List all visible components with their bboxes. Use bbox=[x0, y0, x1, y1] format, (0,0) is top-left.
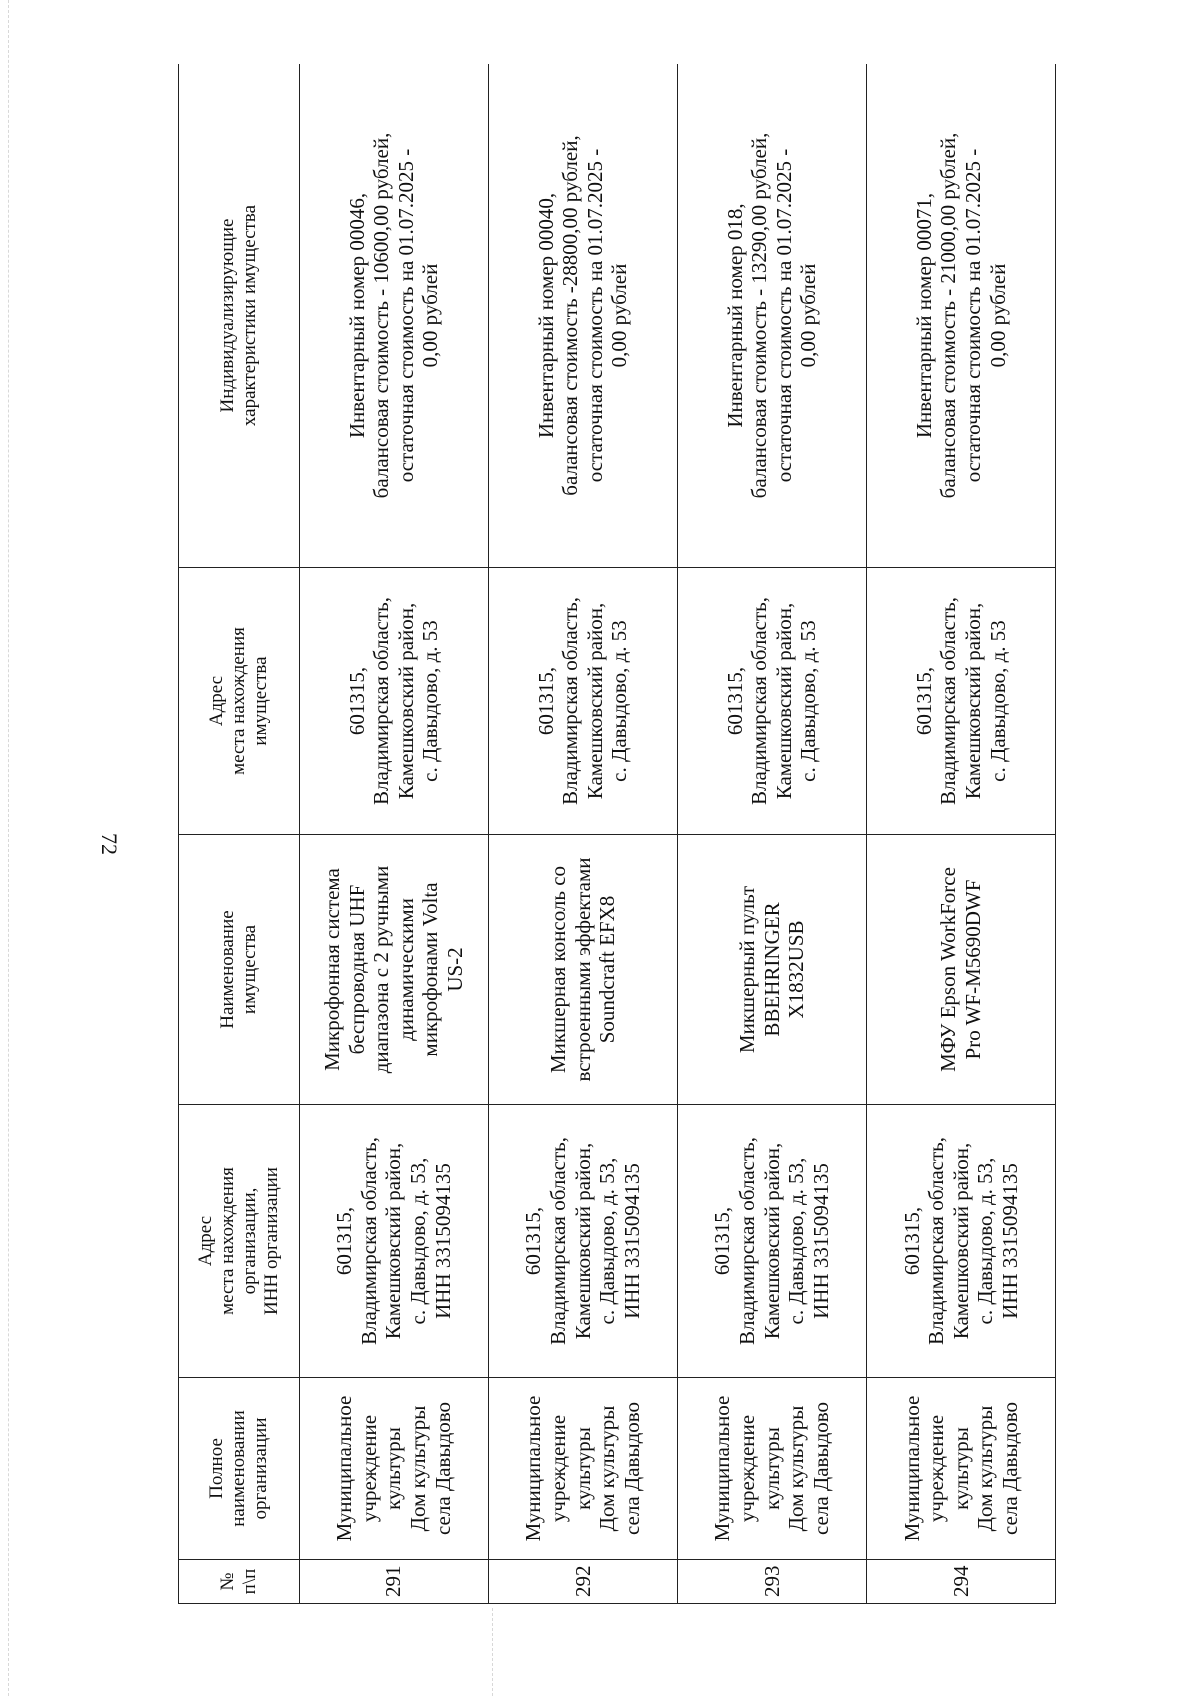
cell-org-name: Муниципальное учреждение культуры Дом культуры села Давыдово bbox=[488, 1378, 677, 1560]
cell-property-name: Микшерный пульт BBEHRINGER X1832USB bbox=[677, 835, 866, 1105]
cell-org-name: Муниципальное учреждение культуры Дом культуры села Давыдово bbox=[299, 1378, 488, 1560]
scan-artifact-line bbox=[8, 0, 9, 1696]
cell-property-address: 601315, Владимирская область, Камешковский район, с. Давыдово, д. 53 bbox=[299, 568, 488, 835]
cell-characteristics: Инвентарный номер 00040, балансовая стоимость -28800,00 рублей, остаточная стоимость на 01.07.2025 - 0,00 рублей bbox=[488, 64, 677, 568]
cell-property-name: Микрофонная система беспроводная UHF диапазона с 2 ручными динамическими микрофонами Volta US-2 bbox=[299, 835, 488, 1105]
scan-artifact-line bbox=[492, 1608, 493, 1696]
cell-num: 291 bbox=[299, 1560, 488, 1604]
cell-property-address: 601315, Владимирская область, Камешковский район, с. Давыдово, д. 53 bbox=[866, 568, 1055, 835]
table-row bbox=[299, 64, 488, 1604]
rotated-table-area bbox=[178, 64, 1056, 1604]
cell-characteristics: Инвентарный номер 00046, балансовая стоимость - 10600,00 рублей, остаточная стоимость на 01.07.2025 - 0,00 рублей bbox=[299, 64, 488, 568]
header-num: № п\п bbox=[179, 1560, 300, 1604]
cell-characteristics: Инвентарный номер 00071, балансовая стоимость - 21000,00 рублей, остаточная стоимость на 01.07.2025 - 0,00 рублей bbox=[866, 64, 1055, 568]
cell-property-address: 601315, Владимирская область, Камешковский район, с. Давыдово, д. 53 bbox=[488, 568, 677, 835]
cell-org-address: 601315, Владимирская область, Камешковский район, с. Давыдово, д. 53, ИНН 3315094135 bbox=[488, 1105, 677, 1378]
cell-org-address: 601315, Владимирская область, Камешковский район, с. Давыдово, д. 53, ИНН 3315094135 bbox=[677, 1105, 866, 1378]
header-org-name: Полное наименовании организации bbox=[179, 1378, 300, 1560]
cell-num: 294 bbox=[866, 1560, 1055, 1604]
table-row bbox=[677, 64, 866, 1604]
page-number: 72 bbox=[97, 833, 122, 855]
property-register-table bbox=[178, 64, 1056, 1604]
cell-property-address: 601315, Владимирская область, Камешковский район, с. Давыдово, д. 53 bbox=[677, 568, 866, 835]
cell-characteristics: Инвентарный номер 018, балансовая стоимость - 13290,00 рублей, остаточная стоимость на 01.07.2025 - 0,00 рублей bbox=[677, 64, 866, 568]
header-org-address: Адрес места нахождения организации, ИНН организации bbox=[179, 1105, 300, 1378]
cell-org-address: 601315, Владимирская область, Камешковский район, с. Давыдово, д. 53, ИНН 3315094135 bbox=[299, 1105, 488, 1378]
cell-property-name: Микшерная консоль со встроенными эффектами Soundcraft EFX8 bbox=[488, 835, 677, 1105]
header-property-name: Наименование имущества bbox=[179, 835, 300, 1105]
table-header-row bbox=[179, 64, 300, 1604]
cell-num: 292 bbox=[488, 1560, 677, 1604]
header-characteristics: Индивидуализирующие характеристики имущества bbox=[179, 64, 300, 568]
cell-num: 293 bbox=[677, 1560, 866, 1604]
header-property-address: Адрес места нахождения имущества bbox=[179, 568, 300, 835]
cell-org-name: Муниципальное учреждение культуры Дом культуры села Давыдово bbox=[866, 1378, 1055, 1560]
cell-property-name: МФУ Epson WorkForce Pro WF-M5690DWF bbox=[866, 835, 1055, 1105]
table-row bbox=[488, 64, 677, 1604]
table-row bbox=[866, 64, 1055, 1604]
cell-org-address: 601315, Владимирская область, Камешковский район, с. Давыдово, д. 53, ИНН 3315094135 bbox=[866, 1105, 1055, 1378]
cell-org-name: Муниципальное учреждение культуры Дом культуры села Давыдово bbox=[677, 1378, 866, 1560]
